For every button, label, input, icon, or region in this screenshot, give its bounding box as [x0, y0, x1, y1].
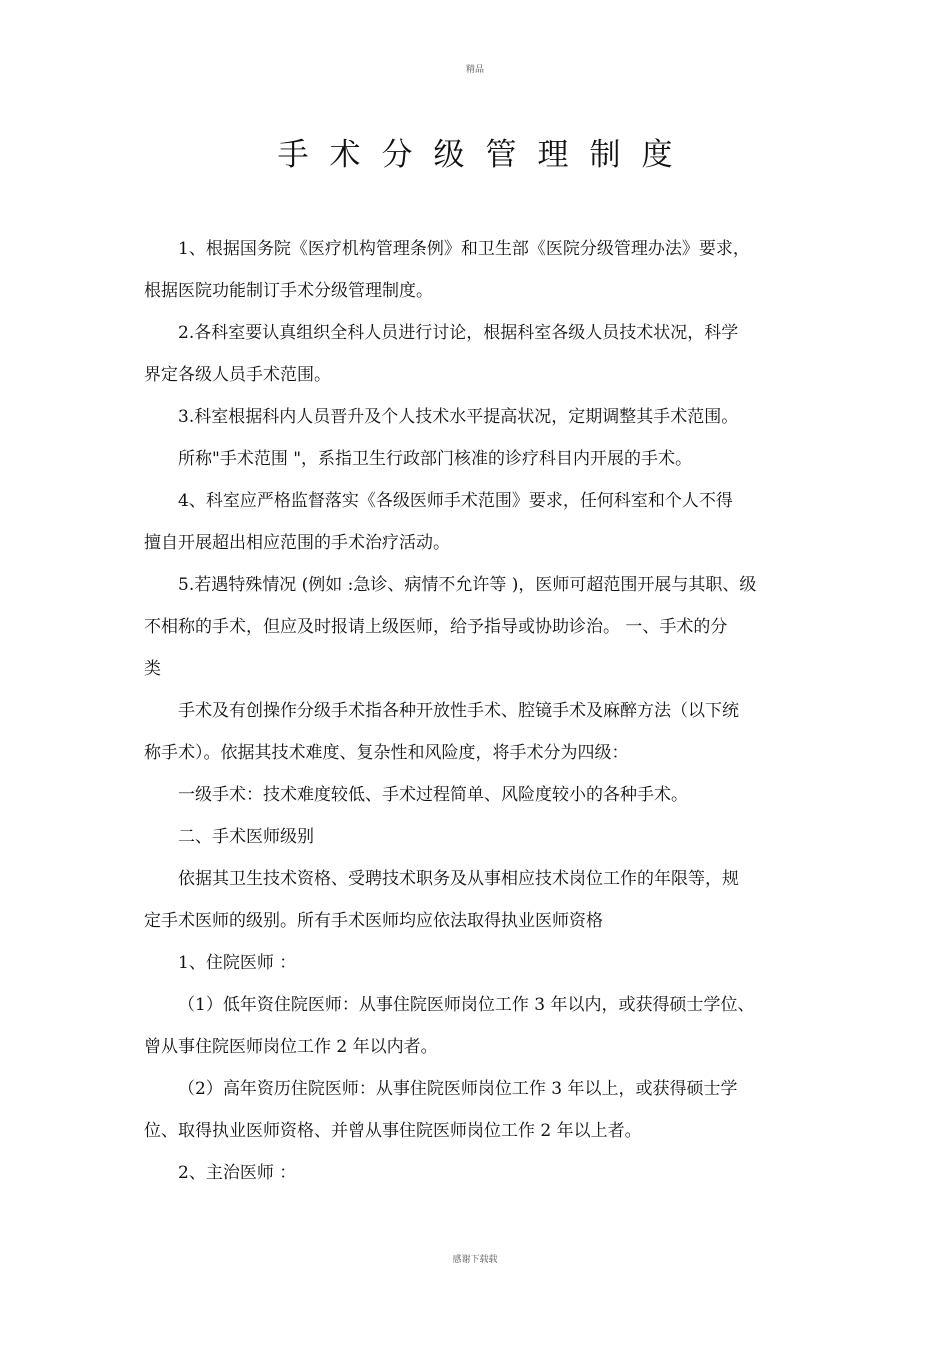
- body-text-line: 二、手术医师级别: [178, 827, 314, 847]
- body-text-line: 1、根据国务院《医疗机构管理条例》和卫生部《医院分级管理办法》要求，: [178, 239, 750, 259]
- body-text-line: 手术及有创操作分级手术指各种开放性手术、腔镜手术及麻醉方法（以下统: [178, 701, 739, 721]
- page-header-mark: 精品: [465, 65, 484, 75]
- document-title: 手术分级管理制度: [277, 137, 694, 173]
- body-text-line: 擅自开展超出相应范围的手术治疗活动。: [144, 533, 450, 553]
- body-text-line: 3.科室根据科内人员晋升及个人技术水平提高状况，定期调整其手术范围。: [178, 407, 739, 427]
- body-text-line: 1、住院医师 ：: [178, 953, 297, 973]
- body-text-line: 所称"手术范围 "，系指卫生行政部门核准的诊疗科目内开展的手术。: [178, 449, 693, 469]
- body-text-line: 依据其卫生技术资格、受聘技术职务及从事相应技术岗位工作的年限等，规: [178, 869, 739, 889]
- document-body: [144, 228, 814, 1194]
- body-text-line: 曾从事住院医师岗位工作 2 年以内者。: [144, 1037, 438, 1057]
- body-text-line: 2.各科室要认真组织全科人员进行讨论，根据科室各级人员技术状况，科学: [178, 323, 739, 343]
- body-text-line: 位、取得执业医师资格、并曾从事住院医师岗位工作 2 年以上者。: [144, 1121, 642, 1141]
- body-text-line: 根据医院功能制订手术分级管理制度。: [144, 281, 433, 301]
- body-text-line: 一级手术：技术难度较低、手术过程简单、风险度较小的各种手术。: [178, 785, 688, 805]
- body-text-line: （1）低年资住院医师：从事住院医师岗位工作 3 年以内，或获得硕士学位、: [178, 995, 755, 1015]
- body-text-line: 定手术医师的级别。所有手术医师均应依法取得执业医师资格: [144, 911, 603, 931]
- body-text-line: 类: [144, 659, 161, 679]
- body-text-line: 5.若遇特殊情况 (例如 :急诊、病情不允许等 )，医师可超范围开展与其职、级: [178, 575, 757, 595]
- body-text-line: 界定各级人员手术范围。: [144, 365, 331, 385]
- body-text-line: 称手术）。依据其技术难度、复杂性和风险度，将手术分为四级：: [144, 743, 629, 763]
- body-text-line: 不相称的手术，但应及时报请上级医师，给予指导或协助诊治。 一、手术的分: [144, 617, 728, 637]
- body-text-line: 2、主治医师 ：: [178, 1163, 297, 1183]
- body-text-line: 4、科室应严格监督落实《各级医师手术范围》要求，任何科室和个人不得: [178, 491, 733, 511]
- page-footer-mark: 感谢下载载: [452, 1255, 498, 1265]
- body-text-line: （2）高年资历住院医师：从事住院医师岗位工作 3 年以上，或获得硕士学: [178, 1079, 738, 1099]
